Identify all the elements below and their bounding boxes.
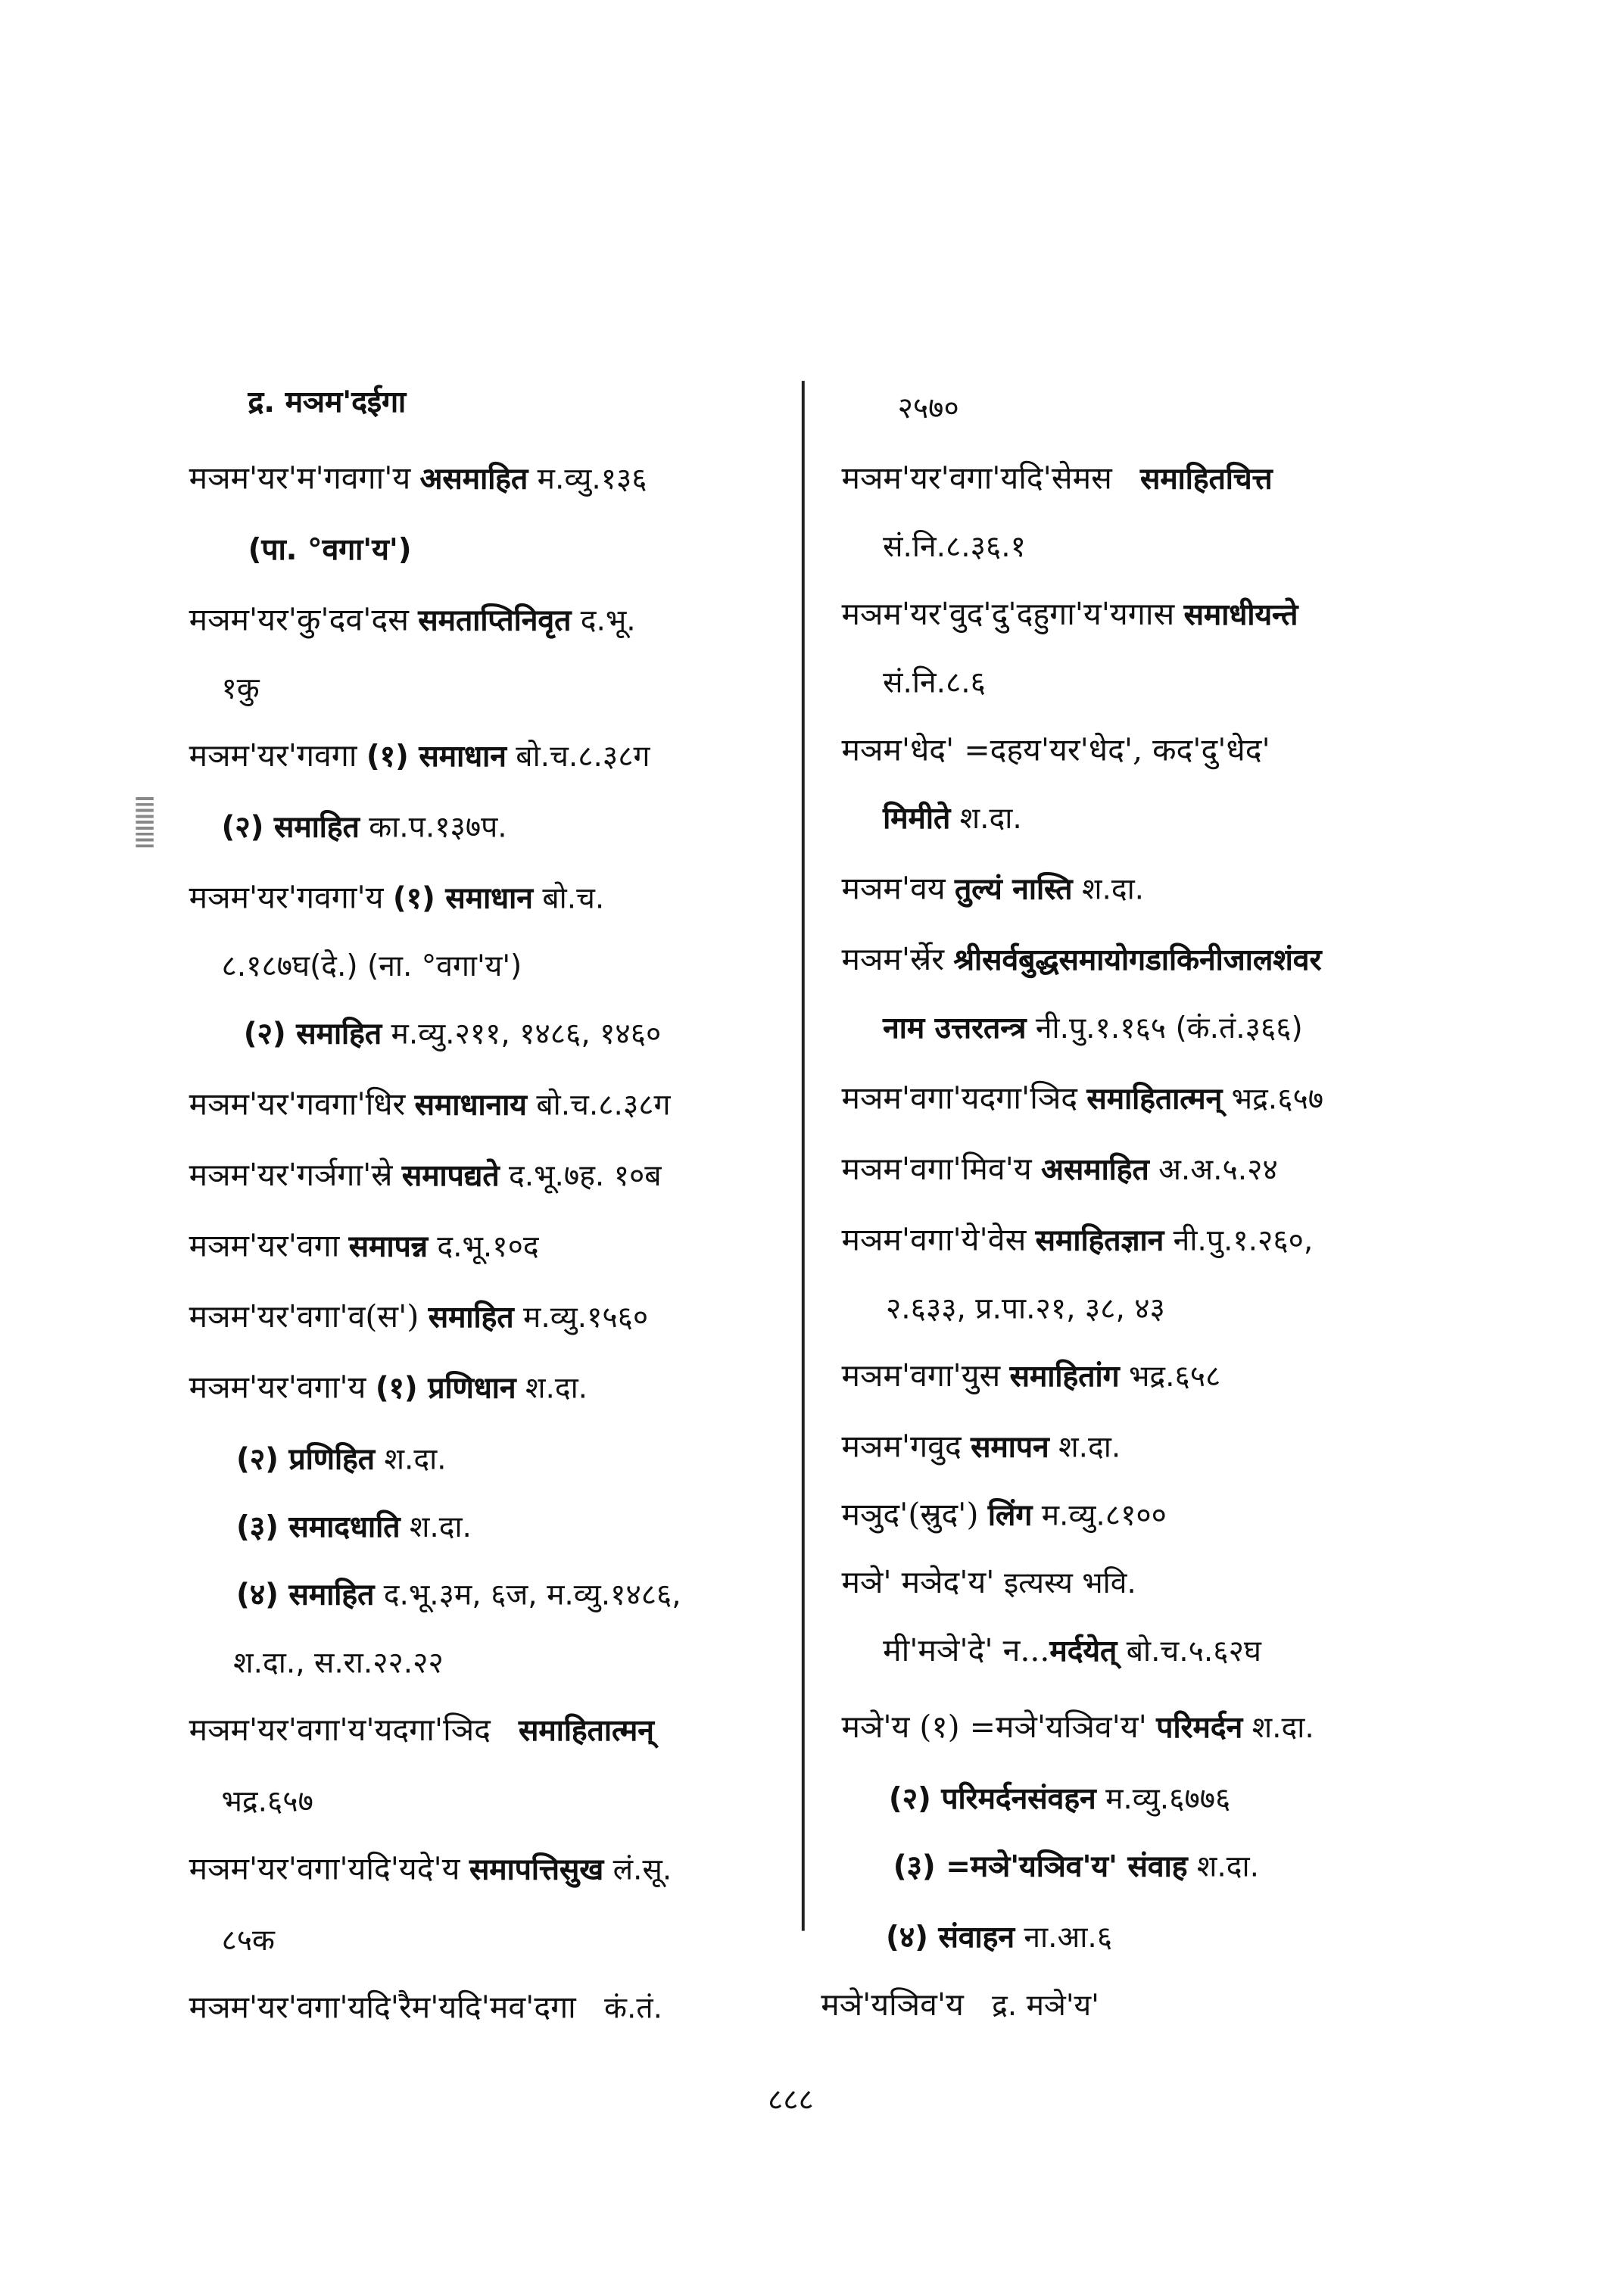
- entry-line: मञम'यर'वगा'यदि'सेमस समाहितचित्त: [841, 460, 1273, 497]
- tibetan-headword: मञे'य (१) =मञे'यञिव'य': [841, 1709, 1147, 1745]
- entry-line: (३) समादधाति श.दा.: [236, 1508, 472, 1544]
- margin-mark: [136, 797, 153, 847]
- entry-line: मञम'यर'गवगा'य (१) समाधान बो.च.: [189, 880, 605, 915]
- tibetan-headword: मञम'यर'वगा: [189, 1228, 340, 1264]
- entry-line: मञम'यर'गवगा (१) समाधान बो.च.८.३८ग: [189, 738, 650, 774]
- tibetan-headword: मञम'धेद' =दहय'यर'धेद', कद'दु'धेद': [841, 732, 1270, 768]
- entry-line: मञम'वगा'यदगा'ञिद समाहितात्मन् भद्र.६५७: [841, 1080, 1324, 1117]
- entry-line: मञम'यर'वगा'यदि'यदे'य समापत्तिसुख लं.सू.: [189, 1851, 672, 1887]
- entry-line: नाम उत्तरतन्त्र नी.पु.१.१६५ (कं.तं.३६६): [883, 1009, 1303, 1045]
- tibetan-headword: मञम'यर'वुद'दु'दहुगा'य'यगास: [841, 596, 1175, 632]
- entry-line: सं.नि.८.३६.१: [883, 528, 1026, 564]
- entry-line: मञम'यर'म'गवगा'य असमाहित म.व्यु.१३६: [189, 460, 647, 497]
- entry-line: (३) =मञे'यञिव'य' संवाह श.दा.: [893, 1848, 1259, 1884]
- entry-line: मञम'यर'वगा'व(स') समाहित म.व्यु.१५६०: [189, 1299, 649, 1335]
- entry-line: मञम'वय तुल्यं नास्ति श.दा.: [841, 871, 1145, 907]
- entry-line: मी'मञे'दे' न...मर्दयेत् बो.च.५.६२घ: [883, 1632, 1261, 1668]
- entry-line: सं.नि.८.६: [883, 664, 986, 700]
- tibetan-headword: मञुद'(स्रुद'): [841, 1497, 979, 1533]
- entry-line: मञम'यर'वुद'दु'दहुगा'य'यगास समाधीयन्ते: [841, 596, 1298, 632]
- tibetan-headword: मञम'यर'वगा'व(स'): [189, 1299, 419, 1335]
- entry-line: ८५क: [221, 1921, 276, 1958]
- tibetan-headword: मञे' मञेद'य': [841, 1565, 995, 1600]
- entry-line: (२) समाहित म.व्यु.२११, १४८६, १४६०: [243, 1015, 662, 1051]
- tibetan-headword: मञम'यर'गर्ञगा'स्रे: [189, 1157, 393, 1193]
- tibetan-headword: मञम'वगा'यदगा'ञिद: [841, 1080, 1077, 1117]
- tibetan-headword: मञम'यर'वगा'य: [189, 1369, 366, 1406]
- entry-line: मिमीते श.दा.: [883, 799, 1022, 836]
- entry-line: मञम'यर'वगा समापन्न द.भू.१०द: [189, 1228, 539, 1264]
- entry-line: मञम'र्स्रेर श्रीसर्वबुद्धसमायोगडाकिनीजालशंवर: [841, 942, 1322, 977]
- entry-line: २.६३३, प्र.पा.२१, ३८, ४३: [886, 1290, 1165, 1326]
- entry-line: मञम'यर'वगा'य (१) प्रणिधान श.दा.: [189, 1369, 588, 1406]
- tibetan-headword: मञम'यर'गवगा'य: [189, 880, 384, 915]
- tibetan-headword: मञम'र्स्रेर: [841, 942, 944, 977]
- entry-line: मञम'वगा'युस समाहितांग भद्र.६५८: [841, 1358, 1221, 1394]
- tibetan-headword: मञम'वगा'मिव'य: [841, 1151, 1032, 1187]
- tibetan-headword: मी'मञे'दे' न...: [883, 1632, 1050, 1668]
- entry-line: (४) संवाहन ना.आ.६: [886, 1919, 1113, 1955]
- tibetan-headword: मञम'गवुद: [841, 1428, 962, 1465]
- entry-line: (२) प्रणिहित श.दा.: [236, 1441, 447, 1476]
- entry-line: भद्र.६५७: [221, 1783, 313, 1819]
- entry-line: (२) परिमर्दनसंवहन म.व्यु.६७७६: [888, 1780, 1231, 1816]
- entry-line: (पा. °वगा'य'): [248, 531, 412, 567]
- tibetan-headword: मञम'यर'कु'दव'दस: [189, 602, 409, 638]
- entry-line: मञम'यर'कु'दव'दस समताप्तिनिवृत द.भू.: [189, 602, 636, 638]
- entry-line: मञम'यर'गर्ञगा'स्रे समापद्यते द.भू.७ह. १०ब: [189, 1157, 662, 1193]
- entry-line: मञम'वगा'ये'वेस समाहितज्ञान नी.पु.१.२६०,: [841, 1222, 1314, 1258]
- tibetan-headword: मञम'वगा'ये'वेस: [841, 1222, 1027, 1258]
- tibetan-headword: मञम'यर'वगा'यदि'सेमस: [841, 460, 1112, 497]
- tibetan-headword: मञम'वगा'युस: [841, 1358, 1001, 1394]
- tibetan-headword: मञे'यञिव'य: [821, 1986, 964, 2023]
- column-divider: [802, 381, 805, 1931]
- tibetan-headword: मञम'यर'वगा'य'यदगा'ञिद: [189, 1712, 491, 1748]
- entry-line: मञम'गवुद समापन श.दा.: [841, 1428, 1121, 1465]
- entry-line: २५७०: [897, 389, 959, 425]
- tibetan-headword: मञम'यर'गवगा: [189, 738, 357, 774]
- page-number: ८८८: [768, 2081, 814, 2117]
- tibetan-headword: मञम'यर'गवगा'धिर: [189, 1086, 406, 1122]
- entry-line: मञे' मञेद'य' इत्यस्य भवि.: [841, 1565, 1136, 1600]
- entry-line: ८.१८७घ(दे.) (ना. °वगा'य'): [221, 947, 522, 983]
- tibetan-headword: मञम'वय: [841, 871, 946, 907]
- entry-line: (२) समाहित का.प.१३७प.: [221, 808, 507, 845]
- entry-line: मञे'यञिव'य द्र. मञे'य': [821, 1986, 1099, 2023]
- entry-line: मञे'य (१) =मञे'यञिव'य' परिमर्दन श.दा.: [841, 1709, 1314, 1745]
- entry-line: मञुद'(स्रुद') लिंग म.व्यु.८१००: [841, 1497, 1167, 1533]
- tibetan-headword: मञम'यर'म'गवगा'य: [189, 460, 411, 497]
- entry-line: मञम'यर'वगा'य'यदगा'ञिद समाहितात्मन्: [189, 1712, 654, 1748]
- entry-line: मञम'यर'वगा'यदि'रैम'यदि'मव'दगा कं.तं.: [189, 1989, 663, 2026]
- entry-line: मञम'यर'गवगा'धिर समाधानाय बो.च.८.३८ग: [189, 1086, 671, 1122]
- entry-line: (४) समाहित द.भू.३म, ६ज, म.व्यु.१४८६,: [236, 1576, 681, 1612]
- entry-line: [842, 729, 1270, 771]
- entry-line: श.दा., स.रा.२२.२२: [233, 1644, 444, 1681]
- entry-line: मञम'वगा'मिव'य असमाहित अ.अ.५.२४: [841, 1151, 1278, 1187]
- entry-line: द्र. मञम'दईगा: [248, 384, 407, 419]
- entry-line: १कु: [221, 670, 260, 706]
- tibetan-headword: मञम'यर'वगा'यदि'रैम'यदि'मव'दगा: [189, 1989, 576, 2026]
- tibetan-headword: मञम'यर'वगा'यदि'यदे'य: [189, 1851, 460, 1887]
